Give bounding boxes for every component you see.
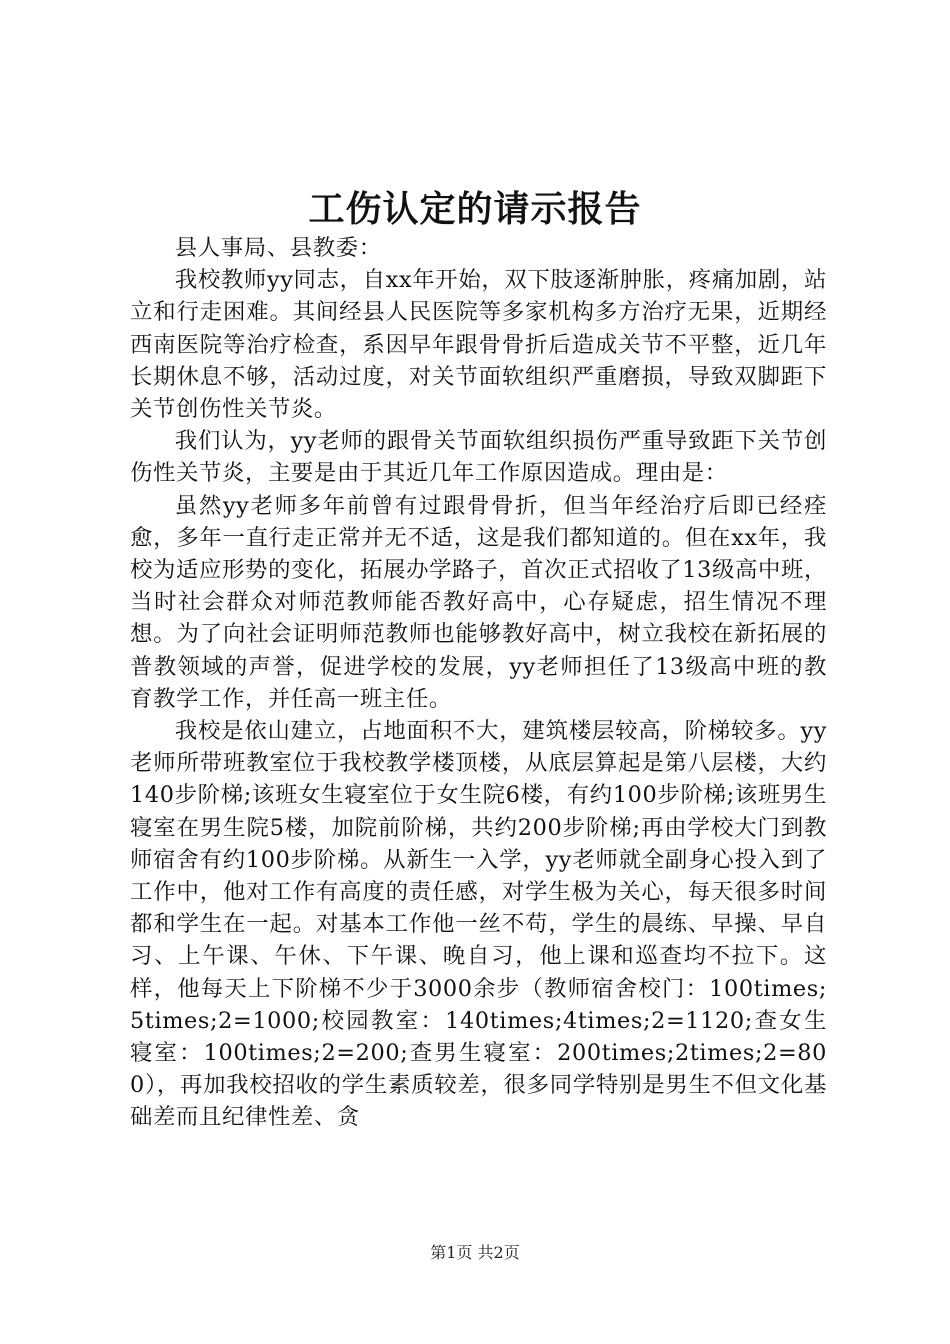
body-paragraph: 我们认为，yy老师的跟骨关节面软组织损伤严重导致距下关节创伤性关节炎，主要是由于其近几年工作原因造成。理由是： [130, 428, 827, 487]
body-paragraph: 我校教师yy同志，自xx年开始，双下肢逐渐肿胀，疼痛加剧，站立和行走困难。其间经县人民医院等多家机构多方治疗无果，近期经西南医院等治疗检查，系因早年跟骨骨折后造成关节不平整，近几年长期休息不够，活动过度，对关节面软组织严重磨损，导致双脚距下关节创伤性关节炎。 [130, 267, 827, 423]
body-paragraph: 我校是依山建立，占地面积不大，建筑楼层较高，阶梯较多。yy老师所带班教室位于我校教学楼顶楼，从底层算起是第八层楼，大约140步阶梯;该班女生寝室位于女生院6楼，有约100步阶梯;该班男生寝室在男生院5楼，加院前阶梯，共约200步阶梯;再由学校大门到教师宿舍有约100步阶梯。从新生一入学，yy老师就全副身心投入到了工作中，他对工作有高度的责任感，对学生极为关心，每天很多时间都和学生在一起。对基本工作他一丝不苟，学生的晨练、早操、早自习、上午课、午休、下午课、晚自习，他上课和巡查均不拉下。这样，他每天上下阶梯不少于3000余步（教师宿舍校门：100times;5times;2=1000;校园教室：140times;4times;2=1120;查女生寝室：100times;2=200;查男生寝室：200times;2times;2=800），再加我校招收的学生素质较差，很多同学特别是男生不但文化基础差而且纪律性差、贪 [130, 718, 827, 1131]
document-title: 工伤认定的请示报告 [308, 188, 642, 230]
salutation-paragraph: 县人事局、县教委： [174, 235, 382, 261]
body-paragraph: 虽然yy老师多年前曾有过跟骨骨折，但当年经治疗后即已经痊愈，多年一直行走正常并无不适，这是我们都知道的。但在xx年，我校为适应形势的变化，拓展办学路子，首次正式招收了13级高中班，当时社会群众对师范教师能否教好高中，心存疑虑，招生情况不理想。为了向社会证明师范教师也能够教好高中，树立我校在新拓展的普教领域的声誉，促进学校的发展，yy老师担任了13级高中班的教育教学工作，并任高一班主任。 [130, 492, 827, 712]
page-number-footer: 第1页 共2页 [430, 1243, 520, 1262]
document-body [130, 232, 827, 1134]
